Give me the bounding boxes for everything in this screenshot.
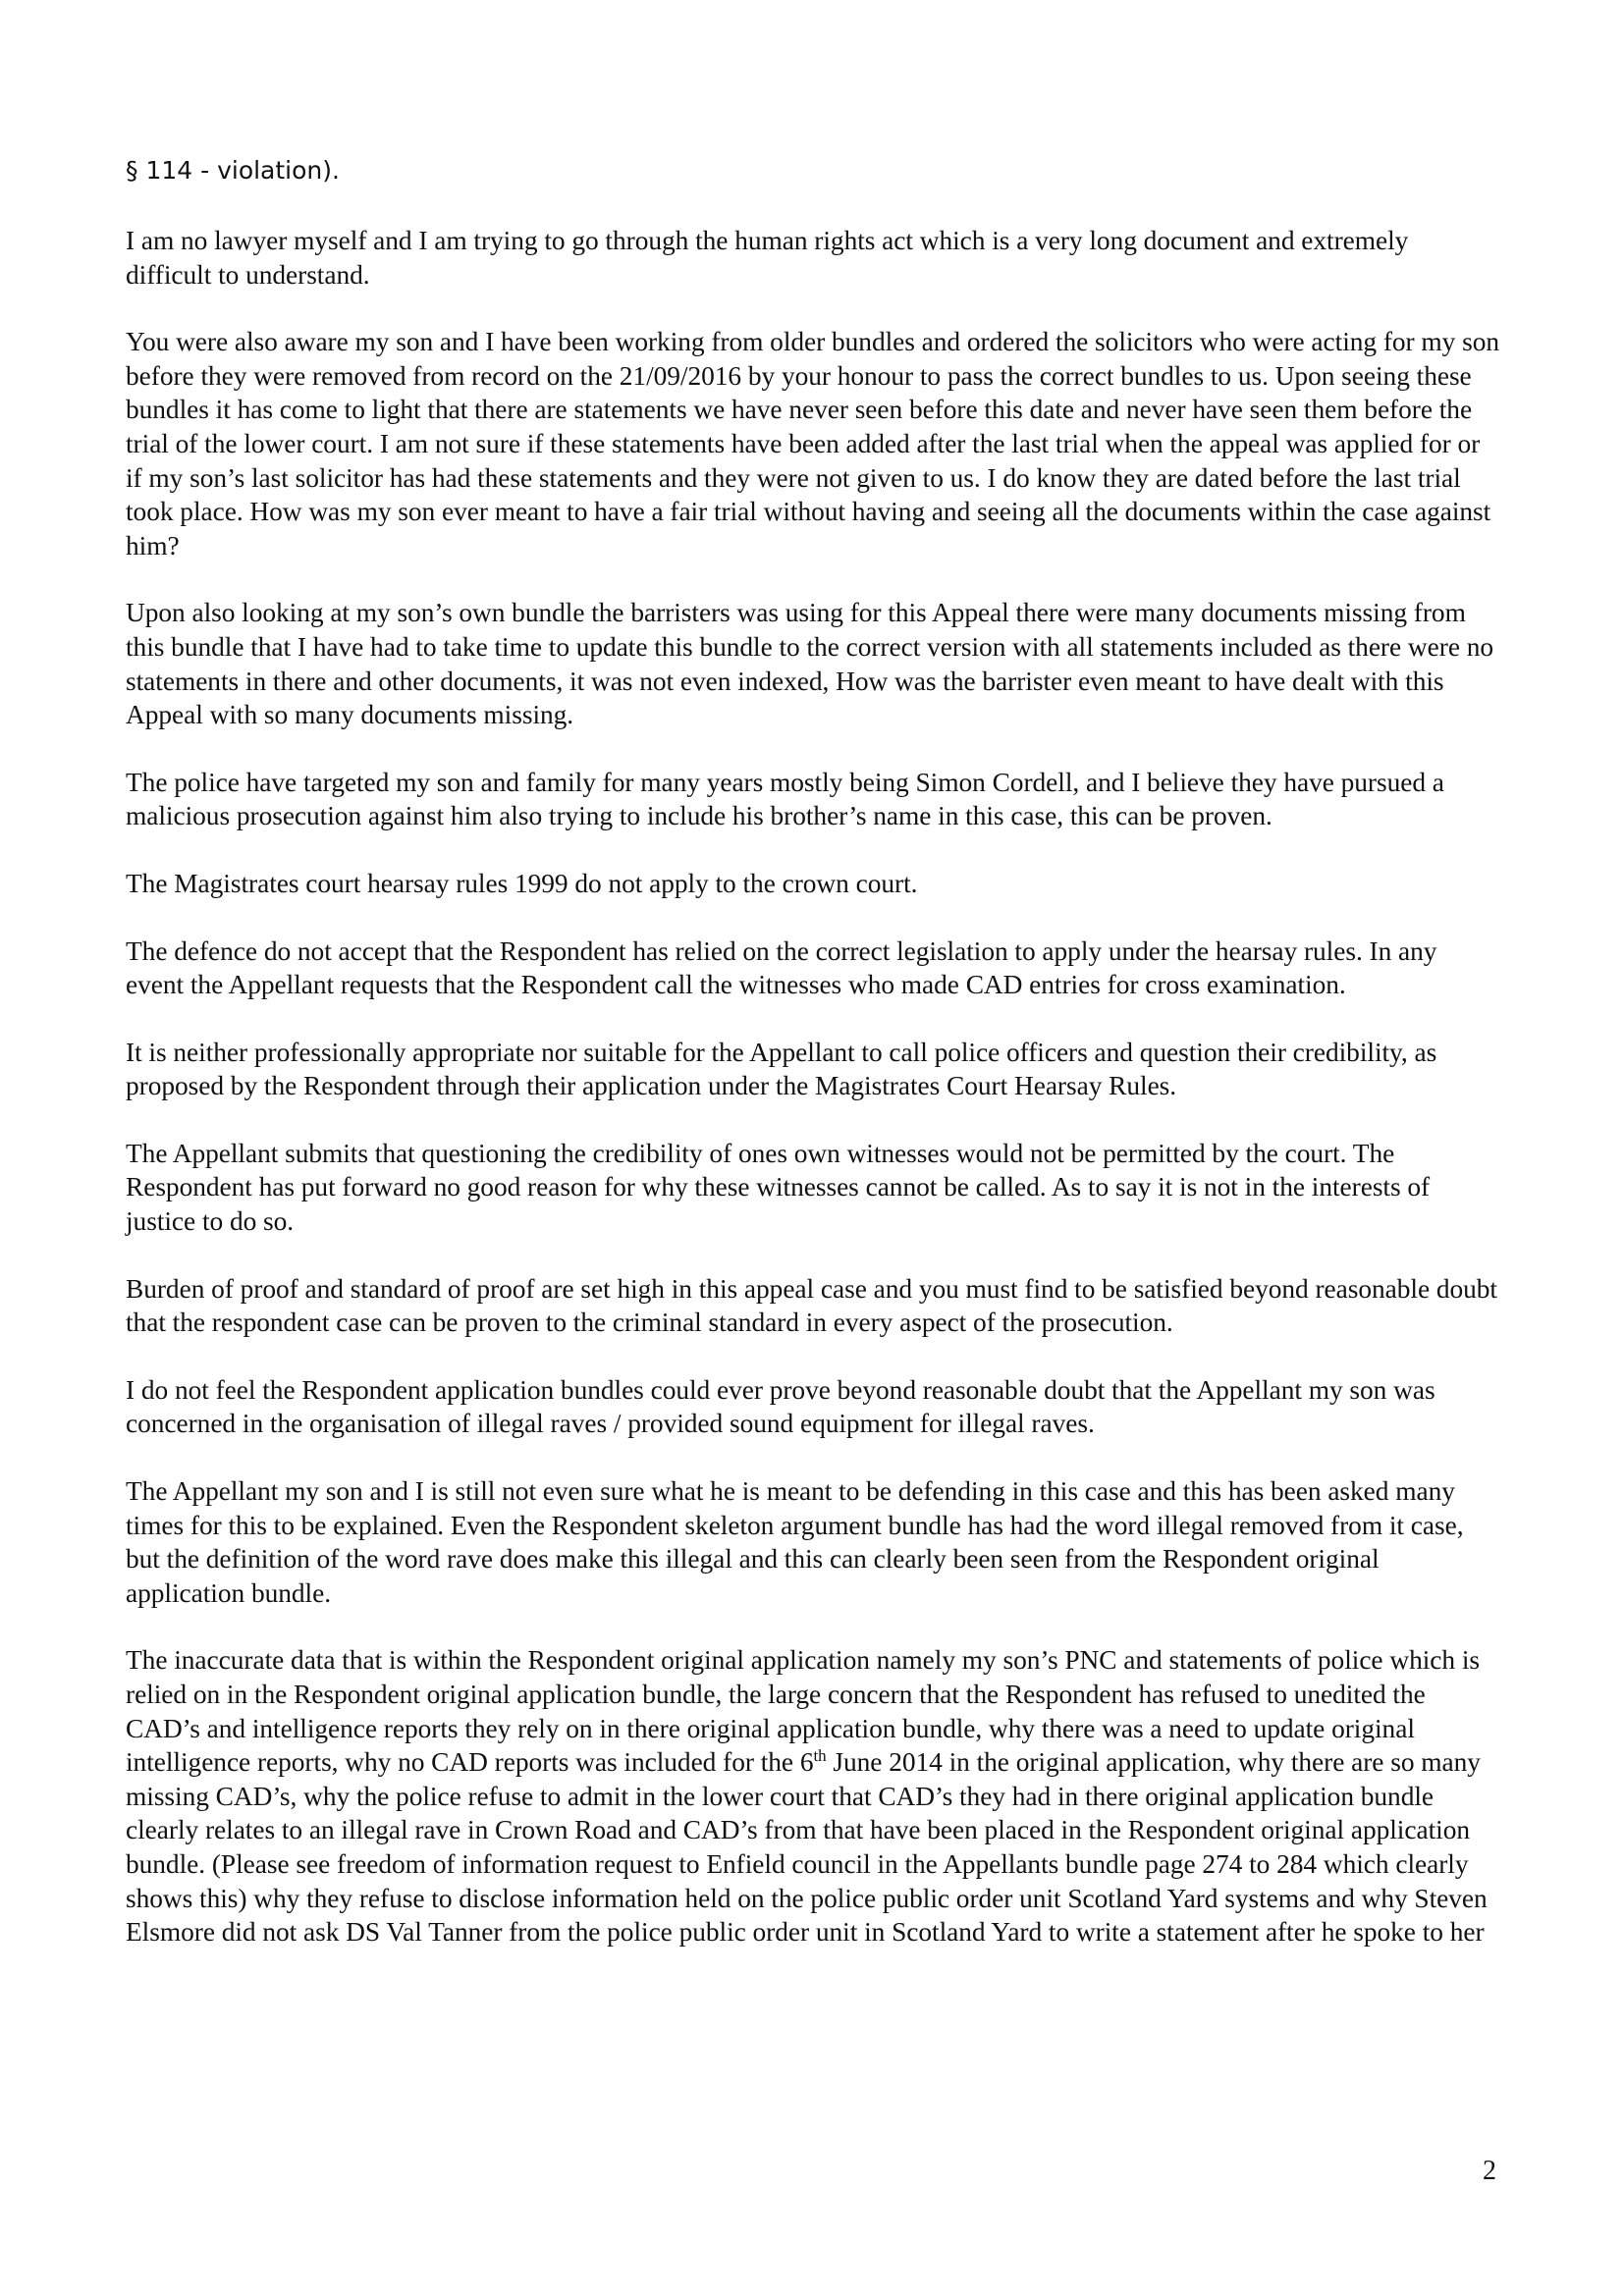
paragraph-reasonable-doubt: I do not feel the Respondent application bundles could ever prove beyond reasonable doubt that the Appellant my son was concerned in the organisation of illegal raves / provided sound equipment for illegal raves.	[126, 1374, 1435, 1439]
paragraph-inaccurate-data	[126, 1643, 1500, 1949]
ordinal-superscript: th	[813, 1746, 827, 1766]
paragraph-no-lawyer: I am no lawyer myself and I am trying to go through the human rights act which is a very long document and extremely difficult to understand.	[126, 226, 1409, 290]
paragraph-older-bundles: You were also aware my son and I have been working from older bundles and ordered the solicitors who were acting for my son before they were removed from record on the 21/09/2016 by your honour to pass the correct bundles to us. Upon seeing these bundles it has come to light that there are statements we have never seen before this date and never have seen them before the trial of the lower court. I am not sure if these statements have been added after the last trial when the appeal was applied for or if my son’s last solicitor has had these statements and they were not given to us. I do know they are dated before the last trial took place. How was my son ever meant to have a fair trial without having and seeing all the documents within the case against him?	[126, 327, 1500, 561]
paragraph-missing-documents: Upon also looking at my son’s own bundle the barristers was using for this Appeal there were many documents missing from this bundle that I have had to take time to update this bundle to the correct version with all statements included as there were no statements in there and other documents, it was not even indexed, How was the barrister even meant to have dealt with this Appeal with so many documents missing.	[126, 598, 1494, 730]
header-fragment: § 114 - violation).	[126, 156, 340, 185]
paragraph-police-targeted: The police have targeted my son and family for many years mostly being Simon Cordell, and I believe they have pursued a malicious prosecution against him also trying to include his brother’s name in this case, this can be proven.	[126, 767, 1444, 831]
inaccurate-data-text-end: June 2014 in the original application, why there are so many missing CAD’s, why the police refuse to admit in the lower court that CAD’s they had in there original application bundle clearly relates to an illegal rave in Crown Road and CAD’s from that have been placed in the Respondent original application bundle. (Please see freedom of information request to Enfield council in the Appellants bundle page 274 to 284 which clearly shows this) why they refuse to disclose information held on the police public order unit Scotland Yard systems and why Steven Elsmore did not ask DS Val Tanner from the police public order unit in Scotland Yard to write a statement after he spoke to her	[126, 1747, 1488, 1948]
paragraph-not-sure-defending: The Appellant my son and I is still not even sure what he is meant to be defending in this case and this has been asked many times for this to be explained. Even the Respondent skeleton argument bundle has had the word illegal removed from it case, but the definition of the word rave does make this illegal and this can clearly been seen from the Respondent original application bundle.	[126, 1476, 1464, 1608]
paragraph-defence-legislation: The defence do not accept that the Respondent has relied on the correct legislation to apply under the hearsay rules. In any event the Appellant requests that the Respondent call the witnesses who made CAD entries for cross examination.	[126, 935, 1437, 1000]
inaccurate-data-text-start: The inaccurate data that is within the Respondent original application namely my son’s PNC and statements of police which is relied on in the Respondent original application bundle, the large concern that the Respondent has refused to unedited the CAD’s and intelligence reports they rely on in there original application bundle, why there was a need to update original intelligence reports, why no CAD reports was included for the 6	[126, 1645, 1480, 1778]
paragraph-professionally-appropriate: It is neither professionally appropriate nor suitable for the Appellant to call police officers and question their credibility, as proposed by the Respondent through their application under the Magistrates Court Hearsay Rules.	[126, 1037, 1437, 1101]
page-body	[126, 154, 1500, 1983]
paragraph-own-witnesses: The Appellant submits that questioning the credibility of ones own witnesses would not be permitted by the court. The Respondent has put forward no good reason for why these witnesses cannot be called. As to say it is not in the interests of justice to do so.	[126, 1138, 1431, 1237]
page-number: 2	[1483, 2156, 1496, 2186]
paragraph-hearsay-rules: The Magistrates court hearsay rules 1999 do not apply to the crown court.	[126, 868, 918, 898]
paragraph-burden-of-proof: Burden of proof and standard of proof are set high in this appeal case and you must find to be satisfied beyond reasonable doubt that the respondent case can be proven to the criminal standard in every aspect of the prosecution.	[126, 1273, 1497, 1338]
